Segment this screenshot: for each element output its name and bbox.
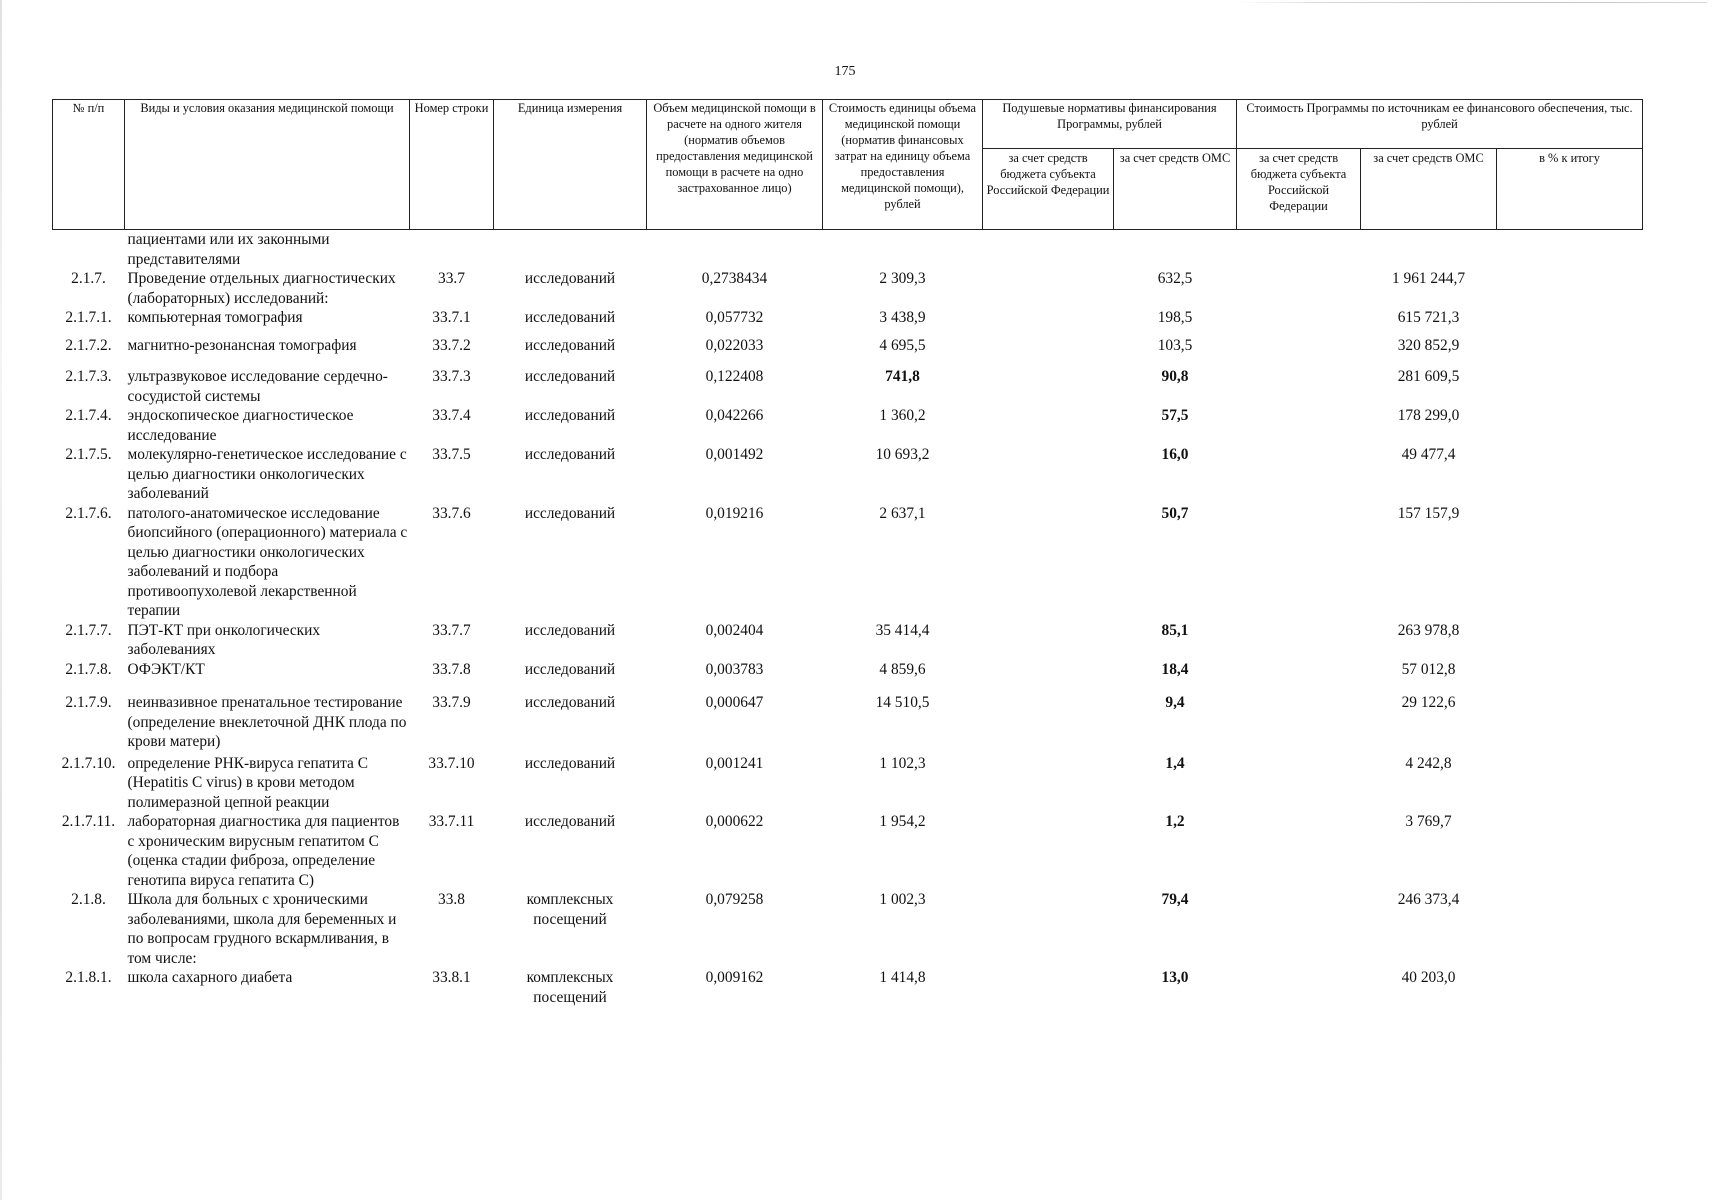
- row-cost: 1 102,3: [879, 754, 926, 772]
- row-volume: 0,057732: [705, 309, 764, 326]
- row-program-oms: 246 373,4: [1397, 891, 1460, 908]
- row-volume: 0,079258: [705, 891, 764, 908]
- row-unit: исследований: [524, 694, 616, 711]
- row-cost: 1 360,2: [879, 407, 926, 424]
- row-number: 2.1.7.8.: [65, 660, 112, 678]
- row-program-budget: [1237, 660, 1361, 680]
- table-row: [53, 445, 1643, 504]
- row-unit: комплексных посещений: [526, 969, 614, 1006]
- row-program-budget: [1237, 890, 1361, 968]
- row-oms-per-capita: 18,4: [1161, 660, 1189, 678]
- row-program-percent: [1497, 679, 1643, 752]
- row-number: 2.1.8.1.: [65, 969, 112, 986]
- row-volume: 0,122408: [705, 368, 764, 385]
- table-row: [53, 504, 1643, 621]
- row-line-number: 33.8.1: [432, 969, 471, 986]
- row-cost: 4 859,6: [879, 660, 926, 678]
- row-program-oms: 157 157,9: [1397, 504, 1460, 522]
- header-per-capita-oms: за счет средств ОМС: [1114, 149, 1237, 230]
- row-program-oms: 4 242,8: [1405, 754, 1452, 772]
- row-program-oms: 178 299,0: [1397, 407, 1460, 424]
- row-oms-per-capita: 16,0: [1161, 446, 1189, 463]
- row-line-number: 33.7.6: [432, 504, 471, 522]
- row-volume: 0,001492: [705, 446, 764, 463]
- row-unit: исследований: [524, 754, 616, 772]
- row-oms-per-capita: 13,0: [1161, 969, 1189, 986]
- row-program-budget: [1237, 269, 1361, 308]
- row-description: ультразвуковое исследование сердечно-сосудистой системы: [127, 368, 388, 405]
- header-cost: Стоимость единицы объема медицинской помощи (норматив финансовых затрат на единицу объема предоставления медицинской помощи), рублей: [823, 100, 983, 230]
- row-cost: 741,8: [885, 368, 920, 385]
- row-cost: 10 693,2: [875, 446, 930, 463]
- header-unit: Единица измерения: [494, 100, 647, 230]
- row-budget-per-capita: [983, 355, 1114, 406]
- table-row: [53, 812, 1643, 890]
- row-program-percent: [1497, 269, 1643, 308]
- row-volume: 0,009162: [705, 969, 764, 986]
- row-program-oms: 40 203,0: [1401, 969, 1456, 986]
- row-budget-per-capita: [983, 445, 1114, 504]
- row-description: магнитно-резонансная томография: [127, 336, 357, 354]
- row-program-budget: [1237, 445, 1361, 504]
- row-number: 2.1.7.10.: [61, 754, 116, 772]
- row-cost: 4 695,5: [879, 336, 926, 354]
- row-budget-per-capita: [983, 269, 1114, 308]
- row-line-number: 33.7.9: [432, 694, 471, 711]
- row-line-number: 33.7: [438, 270, 465, 287]
- row-program-percent: [1497, 812, 1643, 890]
- row-unit: исследований: [524, 309, 616, 326]
- row-program-percent: [1497, 752, 1643, 813]
- row-cost: 14 510,5: [875, 694, 930, 711]
- row-program-budget: [1237, 355, 1361, 406]
- row-cost: 2 309,3: [879, 270, 926, 287]
- row-program-oms: 615 721,3: [1397, 309, 1460, 326]
- row-description: эндоскопическое диагностическое исследование: [127, 407, 354, 444]
- table-body: [53, 230, 1643, 1008]
- row-program-oms: 320 852,9: [1397, 336, 1460, 354]
- table-row: [53, 660, 1643, 680]
- row-budget-per-capita: [983, 890, 1114, 968]
- table-row: [53, 269, 1643, 308]
- row-description: неинвазивное пренатальное тестирование (определение внеклеточной ДНК плода по крови матери): [127, 694, 407, 750]
- row-number: 2.1.7.1.: [65, 309, 112, 326]
- row-budget-per-capita: [983, 308, 1114, 328]
- row-oms-per-capita: 50,7: [1161, 504, 1189, 522]
- table-row: [53, 890, 1643, 968]
- row-unit: исследований: [524, 368, 616, 385]
- table-row: [53, 679, 1643, 752]
- row-line-number: 33.7.3: [432, 368, 471, 385]
- row-volume: 0,022033: [705, 336, 764, 354]
- header-program-cost-group: Стоимость Программы по источникам ее финансового обеспечения, тыс. рублей: [1237, 100, 1643, 149]
- row-program-percent: [1497, 328, 1643, 356]
- scan-artifact-line: [1237, 2, 1707, 3]
- row-program-percent: [1497, 660, 1643, 680]
- row-program-budget: [1237, 812, 1361, 890]
- row-program-budget: [1237, 328, 1361, 356]
- row-description: патолого-анатомическое исследование биопсийного (операционного) материала с целью диагностики онкологических заболеваний и подбора противоопухолевой лекарственной терапии: [127, 504, 408, 619]
- row-program-oms: 263 978,8: [1397, 621, 1460, 639]
- row-cost: 1 954,2: [879, 813, 926, 830]
- row-line-number: 33.7.4: [432, 407, 471, 424]
- row-line-number: 33.7.1: [432, 309, 471, 326]
- row-oms-per-capita: 9,4: [1165, 694, 1185, 711]
- row-program-budget: [1237, 968, 1361, 1007]
- row-volume: 0,003783: [705, 660, 764, 678]
- row-number: 2.1.7.3.: [65, 368, 112, 385]
- row-unit: исследований: [524, 621, 616, 639]
- row-oms-per-capita: 90,8: [1161, 368, 1189, 385]
- row-number: 2.1.7.6.: [65, 504, 112, 522]
- row-cost: 2 637,1: [879, 504, 926, 522]
- row-program-oms: 29 122,6: [1401, 694, 1456, 711]
- row-oms-per-capita: 79,4: [1161, 891, 1189, 908]
- header-program-percent: в % к итогу: [1497, 149, 1643, 230]
- row-budget-per-capita: [983, 504, 1114, 621]
- row-volume: 0,002404: [705, 621, 764, 639]
- row-unit: исследований: [524, 660, 616, 678]
- table-row: [53, 328, 1643, 356]
- row-program-budget: [1237, 504, 1361, 621]
- header-program-budget: за счет средств бюджета субъекта Российской Федерации: [1237, 149, 1361, 230]
- row-program-oms: 1 961 244,7: [1391, 270, 1466, 287]
- row-description: ПЭТ-КТ при онкологических заболеваниях: [127, 621, 321, 658]
- row-program-oms: 57 012,8: [1401, 660, 1456, 678]
- row-line-number: 33.7.7: [432, 621, 471, 639]
- header-per-capita-budget: за счет средств бюджета субъекта Российской Федерации: [983, 149, 1114, 230]
- row-line-number: 33.7.10: [428, 754, 475, 772]
- table-row: [53, 308, 1643, 328]
- row-budget-per-capita: [983, 812, 1114, 890]
- row-program-percent: [1497, 355, 1643, 406]
- row-number: 2.1.7.9.: [65, 694, 112, 711]
- financing-table-wrapper: [52, 99, 1642, 1007]
- row-description: лабораторная диагностика для пациентов с хроническим вирусным гепатитом С (оценка стадии фиброза, определение генотипа вируса гепатита С): [127, 813, 400, 889]
- row-program-percent: [1497, 504, 1643, 621]
- row-program-percent: [1497, 308, 1643, 328]
- row-program-budget: [1237, 406, 1361, 445]
- row-line-number: 33.7.2: [432, 336, 471, 354]
- header-program-oms: за счет средств ОМС: [1361, 149, 1497, 230]
- row-unit: исследований: [524, 504, 616, 522]
- row-cost: 1 002,3: [879, 891, 926, 908]
- row-unit: исследований: [524, 446, 616, 463]
- row-cost: 3 438,9: [879, 309, 926, 326]
- row-number: 2.1.8.: [71, 891, 106, 908]
- row-budget-per-capita: [983, 752, 1114, 813]
- row-budget-per-capita: [983, 406, 1114, 445]
- header-per-capita-group: Подушевые нормативы финансирования Программы, рублей: [983, 100, 1237, 149]
- row-program-percent: [1497, 445, 1643, 504]
- row-number: 2.1.7.5.: [65, 446, 112, 463]
- table-row: [53, 752, 1643, 813]
- row-program-budget: [1237, 752, 1361, 813]
- row-description: ОФЭКТ/КТ: [127, 660, 205, 678]
- row-description: определение РНК-вируса гепатита С (Hepatitis C virus) в крови методом полимеразной цепной реакции: [127, 754, 368, 811]
- header-row-number: Номер строки: [410, 100, 494, 230]
- row-unit: исследований: [524, 336, 616, 354]
- row-budget-per-capita: [983, 679, 1114, 752]
- row-volume: 0,042266: [705, 407, 764, 424]
- table-row: [53, 621, 1643, 660]
- row-volume: 0,001241: [705, 754, 764, 772]
- row-budget-per-capita: [983, 968, 1114, 1007]
- row-program-budget: [1237, 679, 1361, 752]
- row-program-oms: 3 769,7: [1405, 813, 1452, 830]
- row-oms-per-capita: 85,1: [1161, 621, 1189, 639]
- row-line-number: 33.7.11: [428, 813, 475, 830]
- row-line-number: 33.7.5: [432, 446, 471, 463]
- row-unit: исследований: [524, 270, 616, 287]
- header-volume: Объем медицинской помощи в расчете на одного жителя (норматив объемов предоставления медицинской помощи в расчете на одно застрахованное лицо): [647, 100, 823, 230]
- row-description: Школа для больных с хроническими заболеваниями, школа для беременных и по вопросам грудного вскармливания, в том числе:: [127, 891, 397, 967]
- row-program-budget: [1237, 621, 1361, 660]
- row-budget-per-capita: [983, 621, 1114, 660]
- scan-artifact-edge: [0, 0, 2, 1200]
- header-types: Виды и условия оказания медицинской помощи: [125, 100, 410, 230]
- row-program-percent: [1497, 406, 1643, 445]
- row-budget-per-capita: [983, 328, 1114, 356]
- header-num: № п/п: [53, 100, 125, 230]
- row-volume: 0,2738434: [701, 270, 768, 287]
- row-description: молекулярно-генетическое исследование с целью диагностики онкологических заболеваний: [127, 446, 407, 502]
- row-unit: исследований: [524, 407, 616, 424]
- row-volume: 0,000647: [705, 694, 764, 711]
- page-number: 175: [834, 64, 856, 79]
- row-program-oms: 49 477,4: [1401, 446, 1456, 463]
- row-oms-per-capita: 1,2: [1165, 813, 1185, 830]
- row-oms-per-capita: 198,5: [1157, 309, 1193, 326]
- financing-table: [52, 99, 1643, 1007]
- row-number: 2.1.7.7.: [65, 621, 112, 639]
- row-program-budget: [1237, 308, 1361, 328]
- row-number: 2.1.7.: [71, 270, 106, 287]
- row-unit: исследований: [524, 813, 616, 830]
- row-oms-per-capita: 632,5: [1157, 270, 1193, 287]
- table-row: [53, 406, 1643, 445]
- row-program-percent: [1497, 968, 1643, 1007]
- continuation-row: [53, 230, 1643, 270]
- row-oms-per-capita: 103,5: [1157, 336, 1193, 354]
- row-number: 2.1.7.2.: [65, 336, 112, 354]
- row-unit: комплексных посещений: [526, 891, 614, 928]
- row-cost: 1 414,8: [879, 969, 926, 986]
- row-volume: 0,000622: [705, 813, 764, 830]
- row-budget-per-capita: [983, 660, 1114, 680]
- row-description: школа сахарного диабета: [127, 969, 293, 986]
- continuation-text: пациентами или их законными представителями: [127, 231, 330, 268]
- row-volume: 0,019216: [705, 504, 764, 522]
- row-description: компьютерная томография: [127, 309, 303, 326]
- row-oms-per-capita: 1,4: [1165, 754, 1185, 772]
- table-header: [53, 100, 1643, 230]
- row-program-percent: [1497, 621, 1643, 660]
- table-row: [53, 968, 1643, 1007]
- row-cost: 35 414,4: [875, 621, 930, 639]
- row-program-percent: [1497, 890, 1643, 968]
- row-line-number: 33.8: [438, 891, 465, 908]
- row-description: Проведение отдельных диагностических (лабораторных) исследований:: [127, 270, 396, 307]
- row-oms-per-capita: 57,5: [1161, 407, 1189, 424]
- row-number: 2.1.7.11.: [61, 813, 116, 830]
- table-row: [53, 355, 1643, 406]
- row-number: 2.1.7.4.: [65, 407, 112, 424]
- row-program-oms: 281 609,5: [1397, 368, 1460, 385]
- row-line-number: 33.7.8: [432, 660, 471, 678]
